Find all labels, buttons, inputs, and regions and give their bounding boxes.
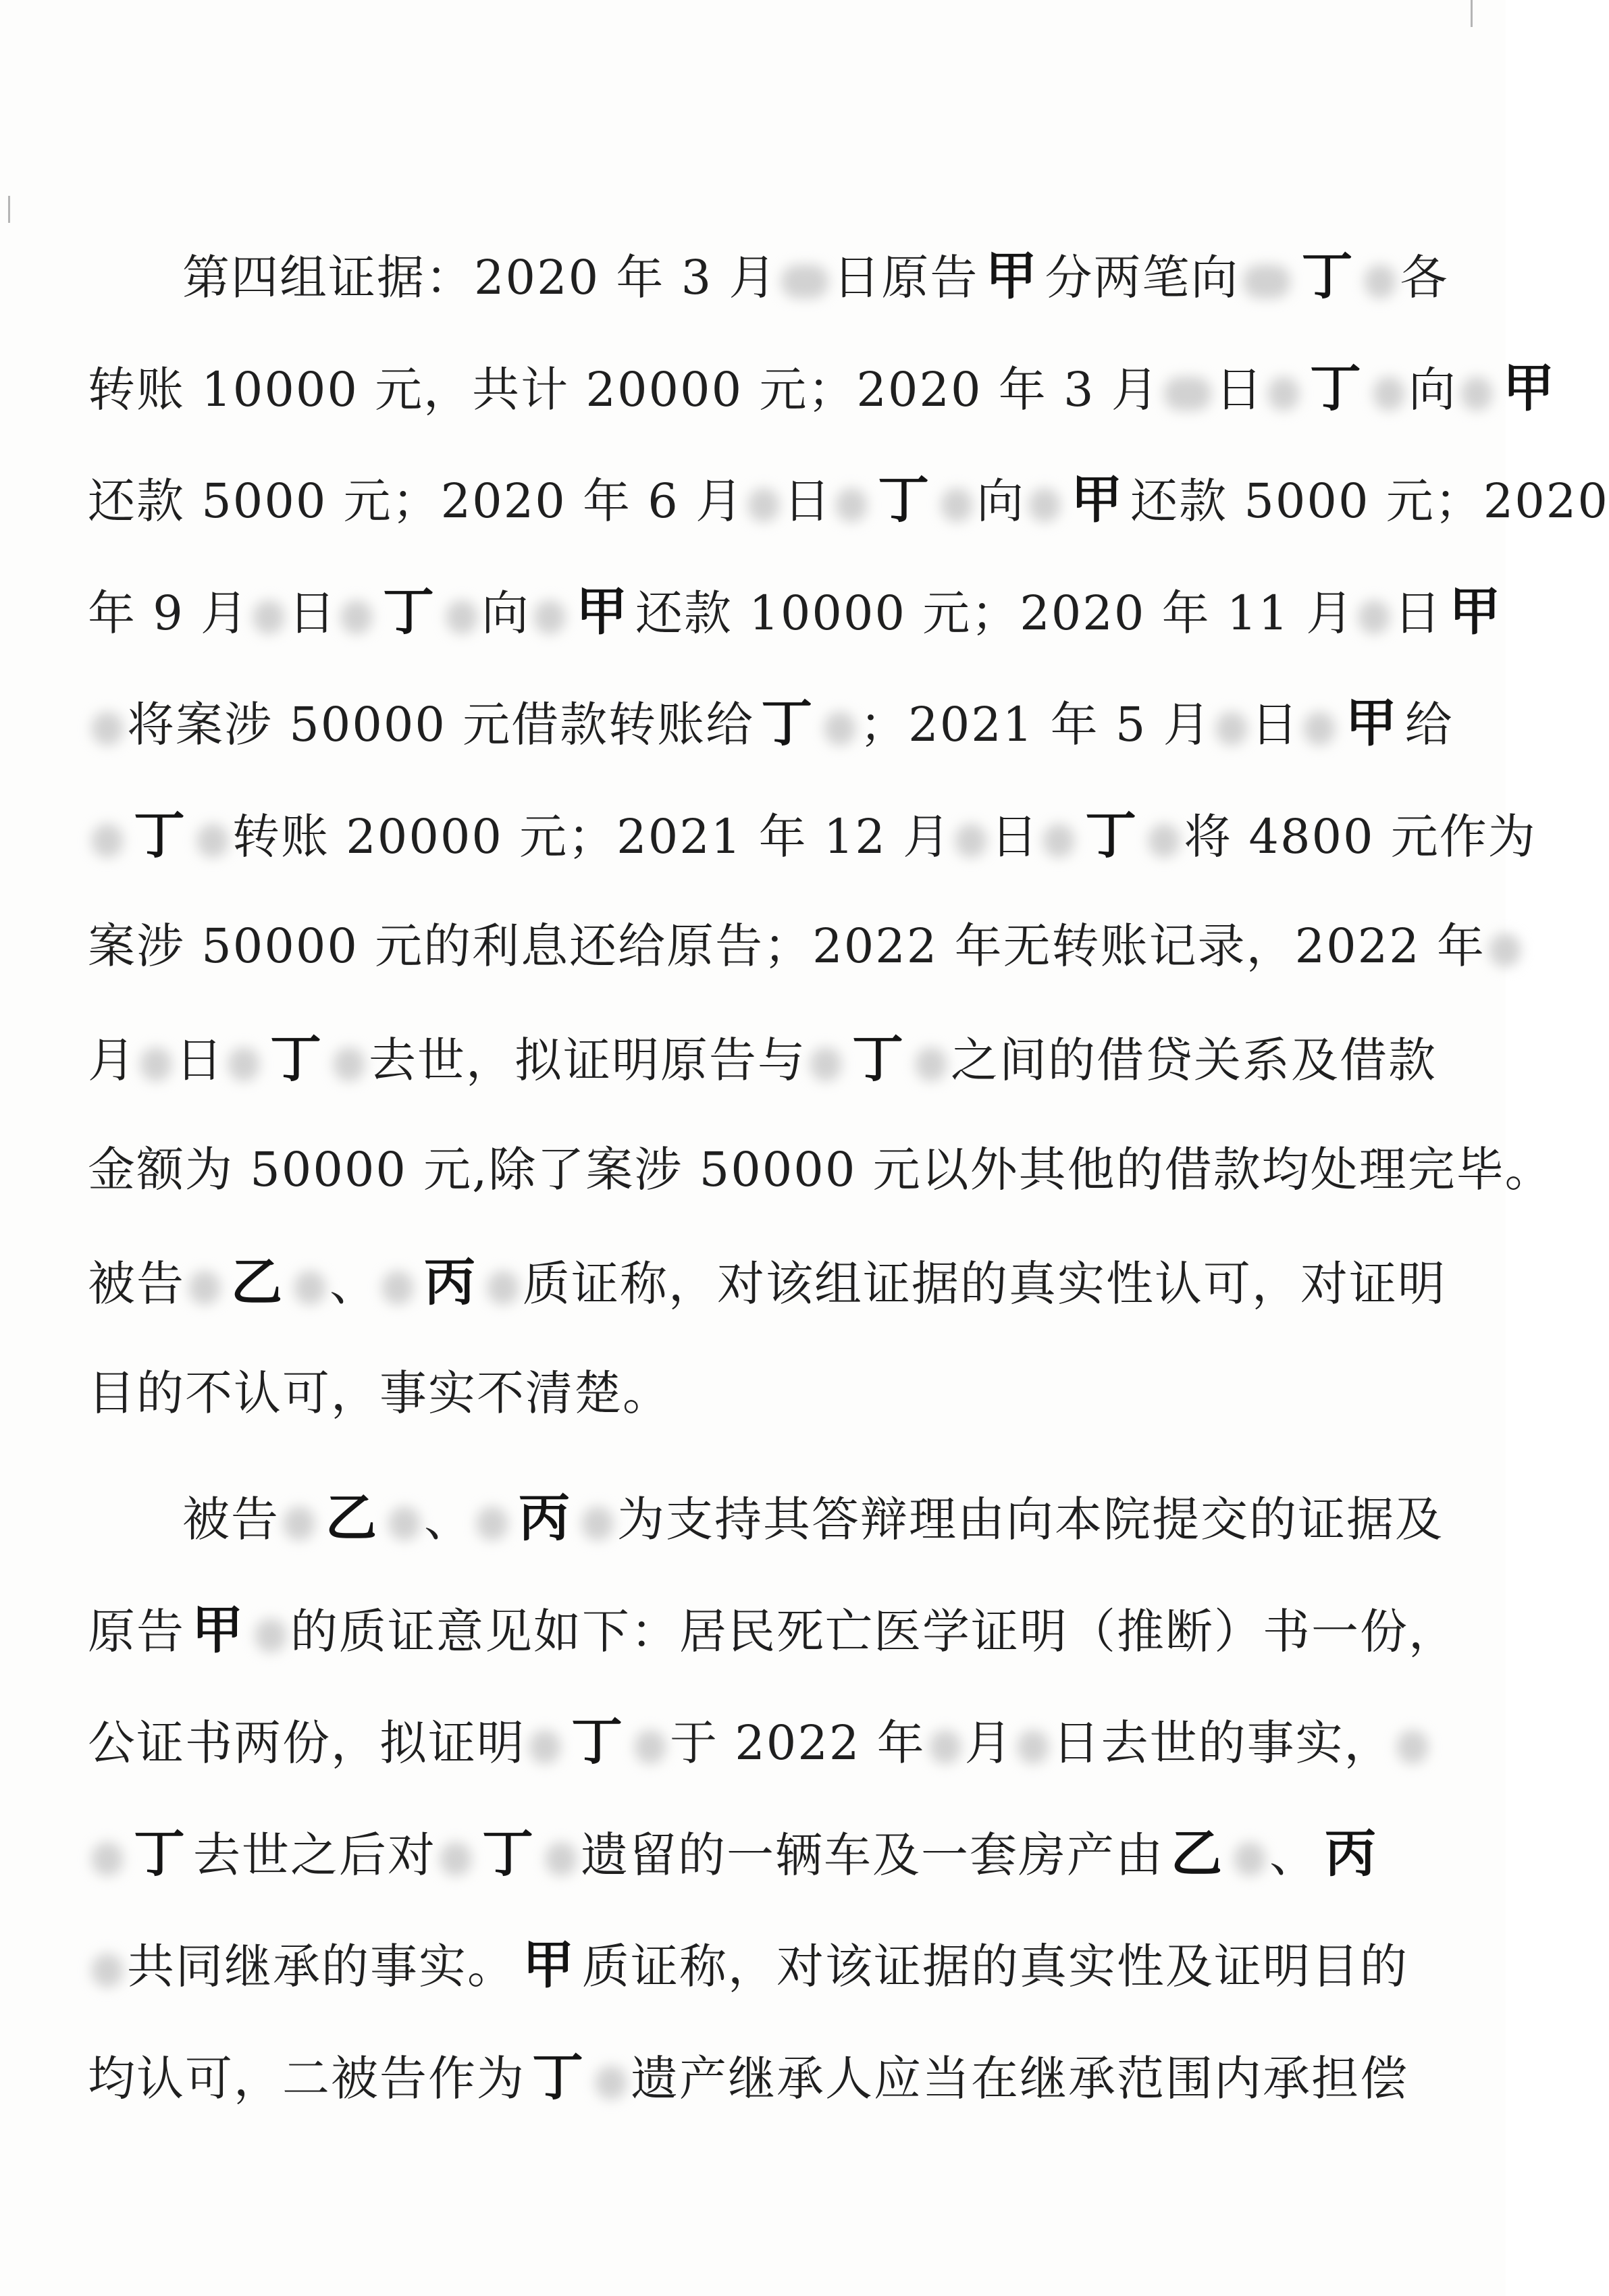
- redaction-blur: [582, 1507, 613, 1540]
- redaction-blur: [255, 1619, 286, 1652]
- redaction-blur: [284, 1507, 315, 1540]
- redaction-blur: [189, 1271, 220, 1305]
- redaction-blur: [341, 600, 372, 634]
- text-line: 将案涉 50000 元借款转账给 丁 ；2021 年 5 月 日 甲 给: [88, 667, 1391, 779]
- redaction-blur: [92, 712, 123, 746]
- redaction-blur: [1234, 1842, 1265, 1876]
- text-line: 还款 5000 元；2020 年 6 月 日 丁 向 甲 还款 5000 元；2020: [88, 444, 1391, 556]
- redaction-blur: [748, 488, 779, 522]
- redaction-blur: [1029, 488, 1060, 522]
- party-placeholder: 丁: [532, 2046, 585, 2107]
- party-placeholder: 丁: [1301, 246, 1354, 306]
- text-line: 公证书两份，拟证明 丁 于 2022 年 月 日去世的事实，: [88, 1686, 1391, 1798]
- text-line: 月 日 丁 去世，拟证明原告与 丁 之间的借贷关系及借款: [88, 1003, 1391, 1115]
- redaction-blur: [635, 1730, 666, 1764]
- party-placeholder: 乙: [1171, 1823, 1223, 1883]
- party-placeholder: 丁: [852, 1028, 905, 1089]
- party-placeholder: 丁: [1309, 357, 1363, 418]
- redaction-blur: [92, 824, 123, 858]
- party-placeholder: 甲: [1502, 357, 1556, 418]
- party-placeholder: 乙: [325, 1488, 378, 1548]
- text-line: 丁 去世之后对 丁 遗留的一辆车及一套房产由 乙 、 丙: [88, 1798, 1391, 1910]
- redaction-blur: [529, 1730, 560, 1764]
- redaction-blur: [824, 712, 855, 746]
- defendants-evidence-paragraph: [88, 1462, 1457, 2133]
- redaction-blur: [810, 1047, 841, 1081]
- party-placeholder: 甲: [192, 1599, 244, 1660]
- redaction-blur: [1164, 377, 1211, 411]
- party-placeholder: 甲: [1449, 581, 1502, 642]
- redaction-blur: [1373, 377, 1404, 411]
- redaction-blur: [197, 824, 228, 858]
- redaction-blur: [1018, 1730, 1049, 1764]
- text-line: 年 9 月 日 丁 向 甲 还款 10000 元；2020 年 11 月 日 甲: [88, 556, 1391, 668]
- evidence-group-four-paragraph: [88, 220, 1609, 1450]
- redaction-blur: [228, 1047, 259, 1081]
- party-placeholder: 丁: [270, 1028, 323, 1089]
- text-line: 丁 转账 20000 元；2021 年 12 月 日 丁 将 4800 元作为: [88, 779, 1391, 891]
- redaction-blur: [1304, 712, 1335, 746]
- party-placeholder: 乙: [231, 1251, 284, 1312]
- redaction-blur: [92, 1842, 123, 1876]
- party-placeholder: 丁: [1085, 804, 1138, 865]
- redaction-blur: [477, 1507, 508, 1540]
- redaction-blur: [1043, 824, 1074, 858]
- party-placeholder: 甲: [985, 246, 1038, 306]
- redaction-blur: [1359, 600, 1390, 634]
- party-placeholder: 甲: [523, 1935, 575, 1995]
- redaction-blur: [781, 265, 828, 298]
- party-placeholder: 丙: [519, 1488, 571, 1548]
- party-placeholder: 丁: [134, 1823, 186, 1883]
- redaction-blur: [930, 1730, 961, 1764]
- text-line: 金额为 50000 元,除了案涉 50000 元以外其他的借款均处理完毕。: [88, 1142, 1554, 1197]
- text-line: 案涉 50000 元的利息还给原告；2022 年无转账记录，2022 年: [88, 891, 1391, 1003]
- text-line: 被告 乙 、 丙 为支持其答辩理由向本院提交的证据及: [88, 1462, 1391, 1574]
- redaction-blur: [294, 1271, 325, 1305]
- text-line: 均认可，二被告作为 丁 遗产继承人应当在继承范围内承担偿: [88, 2021, 1391, 2133]
- redaction-blur: [389, 1507, 420, 1540]
- redaction-blur: [382, 1271, 413, 1305]
- party-placeholder: 甲: [1345, 693, 1398, 753]
- redaction-blur: [1268, 377, 1299, 411]
- text-line: 目的不认可，事实不清楚。: [88, 1365, 671, 1421]
- redaction-blur: [955, 824, 986, 858]
- party-placeholder: 丙: [424, 1251, 477, 1312]
- party-placeholder: 丁: [134, 804, 186, 865]
- redaction-blur: [1216, 712, 1247, 746]
- redaction-blur: [440, 1842, 471, 1876]
- redaction-blur: [92, 1954, 123, 1987]
- scan-edge-mark: [1471, 0, 1473, 27]
- redaction-blur: [140, 1047, 172, 1081]
- party-placeholder: 丁: [878, 469, 931, 529]
- redaction-blur: [1243, 265, 1290, 298]
- text-line: 转账 10000 元，共计 20000 元；2020 年 3 月 日 丁 向 甲: [88, 332, 1391, 444]
- party-placeholder: 丁: [761, 693, 814, 753]
- redaction-blur: [546, 1842, 577, 1876]
- redaction-blur: [334, 1047, 365, 1081]
- party-placeholder: 丁: [482, 1823, 535, 1883]
- scan-edge-mark: [8, 196, 10, 223]
- redaction-blur: [1365, 265, 1396, 298]
- party-placeholder: 丙: [1325, 1823, 1377, 1883]
- redaction-blur: [534, 600, 565, 634]
- text-line: 共同继承的事实。 甲 质证称，对该证据的真实性及证明目的: [88, 1909, 1391, 2021]
- redaction-blur: [596, 2066, 627, 2099]
- redaction-blur: [446, 600, 477, 634]
- party-placeholder: 甲: [576, 581, 629, 642]
- redaction-blur: [1489, 933, 1521, 967]
- redaction-blur: [836, 488, 867, 522]
- party-placeholder: 甲: [1071, 469, 1124, 529]
- redaction-blur: [253, 600, 284, 634]
- text-line: 被告 乙 、 丙 质证称，对该组证据的真实性认可，对证明: [88, 1226, 1391, 1338]
- party-placeholder: 丁: [571, 1711, 624, 1771]
- redaction-blur: [916, 1047, 947, 1081]
- redaction-blur: [487, 1271, 519, 1305]
- redaction-blur: [1461, 377, 1492, 411]
- text-line: 第四组证据：2020 年 3 月 日原告 甲 分两笔向 丁 各: [88, 220, 1391, 332]
- redaction-blur: [1149, 824, 1180, 858]
- text-line: 原告 甲 的质证意见如下：居民死亡医学证明（推断）书一份，: [88, 1574, 1391, 1686]
- party-placeholder: 丁: [383, 581, 436, 642]
- redaction-blur: [941, 488, 972, 522]
- redaction-blur: [1397, 1730, 1428, 1764]
